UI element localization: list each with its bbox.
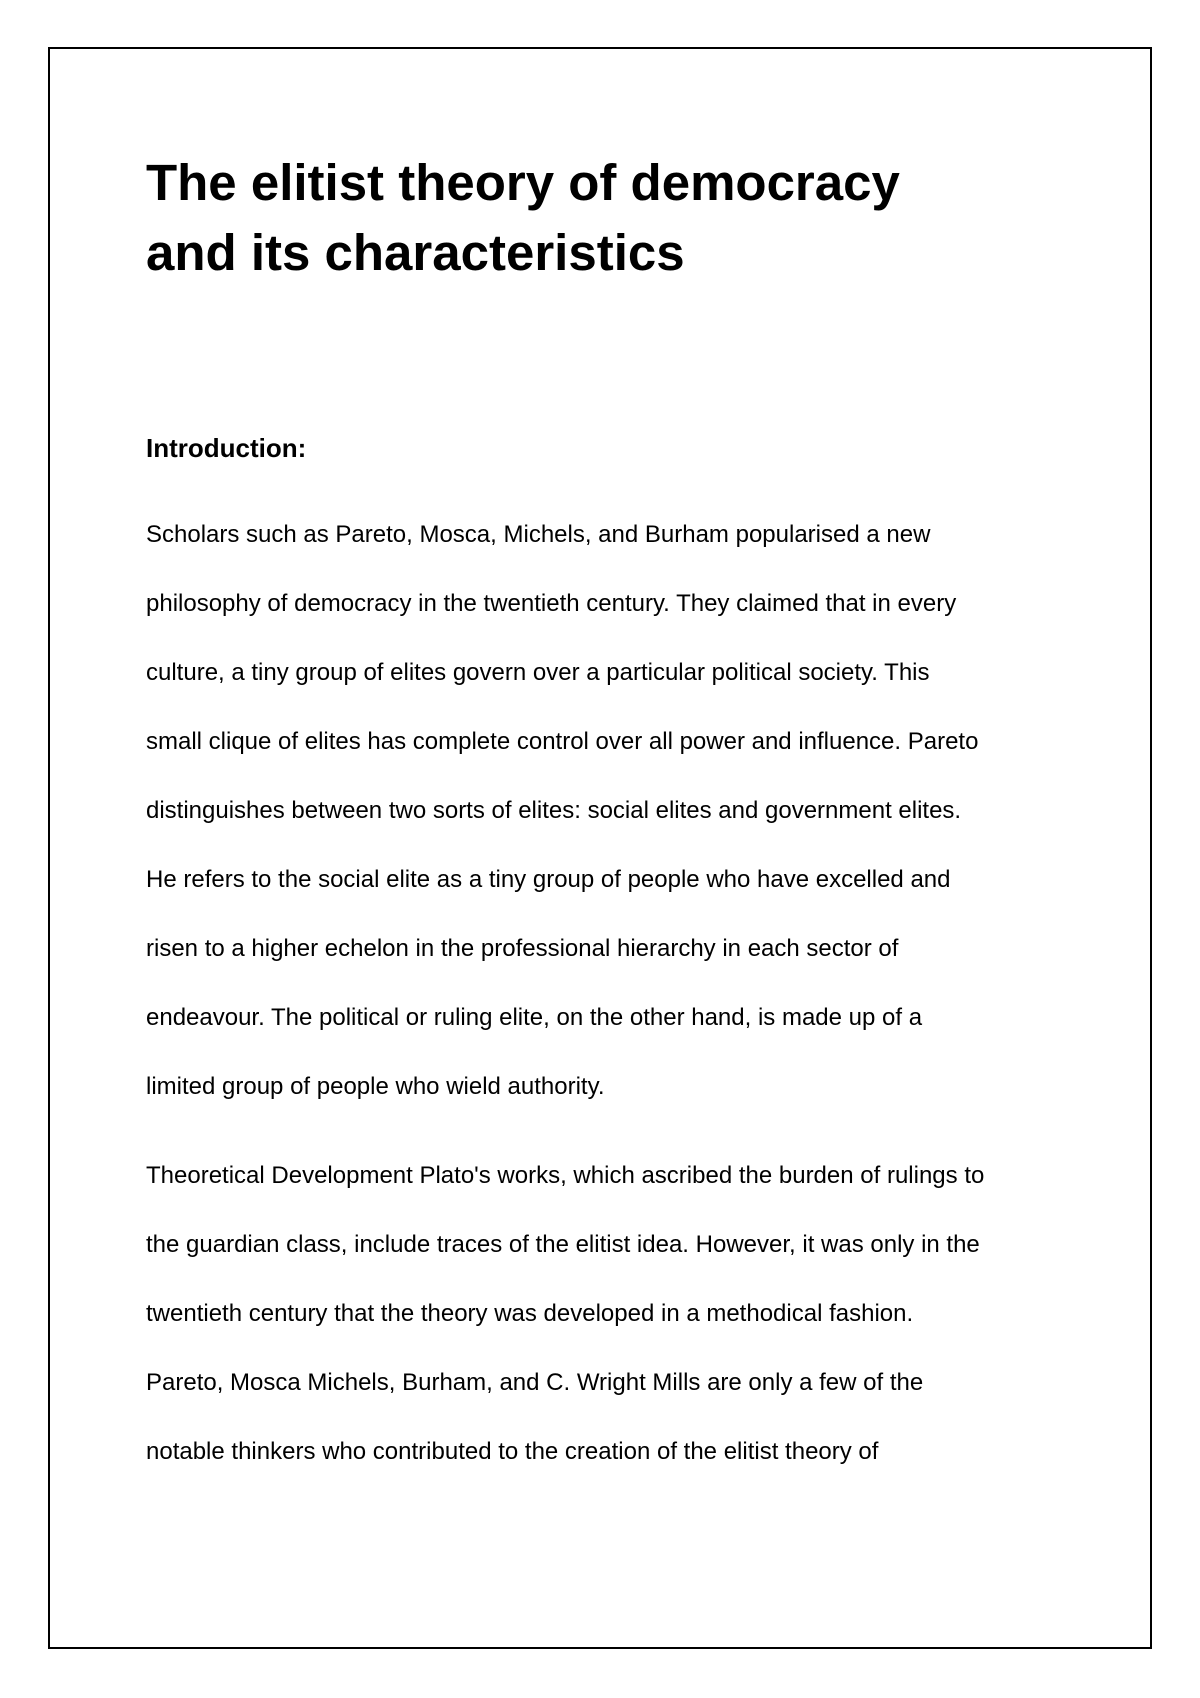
text-line: notable thinkers who contributed to the creation of the elitist theory of bbox=[146, 1438, 879, 1465]
paragraph-introduction bbox=[146, 500, 978, 1121]
text-line: the guardian class, include traces of the elitist idea. However, it was only in the bbox=[146, 1231, 980, 1258]
title-line: The elitist theory of democracy bbox=[146, 154, 900, 211]
section-heading-introduction: Introduction: bbox=[146, 433, 307, 463]
text-line: risen to a higher echelon in the professional hierarchy in each sector of bbox=[146, 935, 899, 962]
text-line: Scholars such as Pareto, Mosca, Michels, and Burham popularised a new bbox=[146, 521, 931, 548]
text-line: distinguishes between two sorts of elites: social elites and government elites. bbox=[146, 797, 962, 824]
text-line: culture, a tiny group of elites govern over a particular political society. This bbox=[146, 659, 930, 686]
text-line: Theoretical Development Plato's works, which ascribed the burden of rulings to bbox=[146, 1162, 985, 1189]
text-line: limited group of people who wield authority. bbox=[146, 1073, 605, 1100]
text-line: He refers to the social elite as a tiny group of people who have excelled and bbox=[146, 866, 951, 893]
text-line: philosophy of democracy in the twentieth century. They claimed that in every bbox=[146, 590, 957, 617]
text-line: twentieth century that the theory was developed in a methodical fashion. bbox=[146, 1300, 914, 1327]
title-line: and its characteristics bbox=[146, 224, 685, 281]
text-line: small clique of elites has complete control over all power and influence. Pareto bbox=[146, 728, 979, 755]
text-line: endeavour. The political or ruling elite, on the other hand, is made up of a bbox=[146, 1004, 923, 1031]
document-title bbox=[146, 148, 1096, 288]
paragraph-theoretical-development bbox=[146, 1141, 984, 1486]
text-line: Pareto, Mosca Michels, Burham, and C. Wright Mills are only a few of the bbox=[146, 1369, 924, 1396]
